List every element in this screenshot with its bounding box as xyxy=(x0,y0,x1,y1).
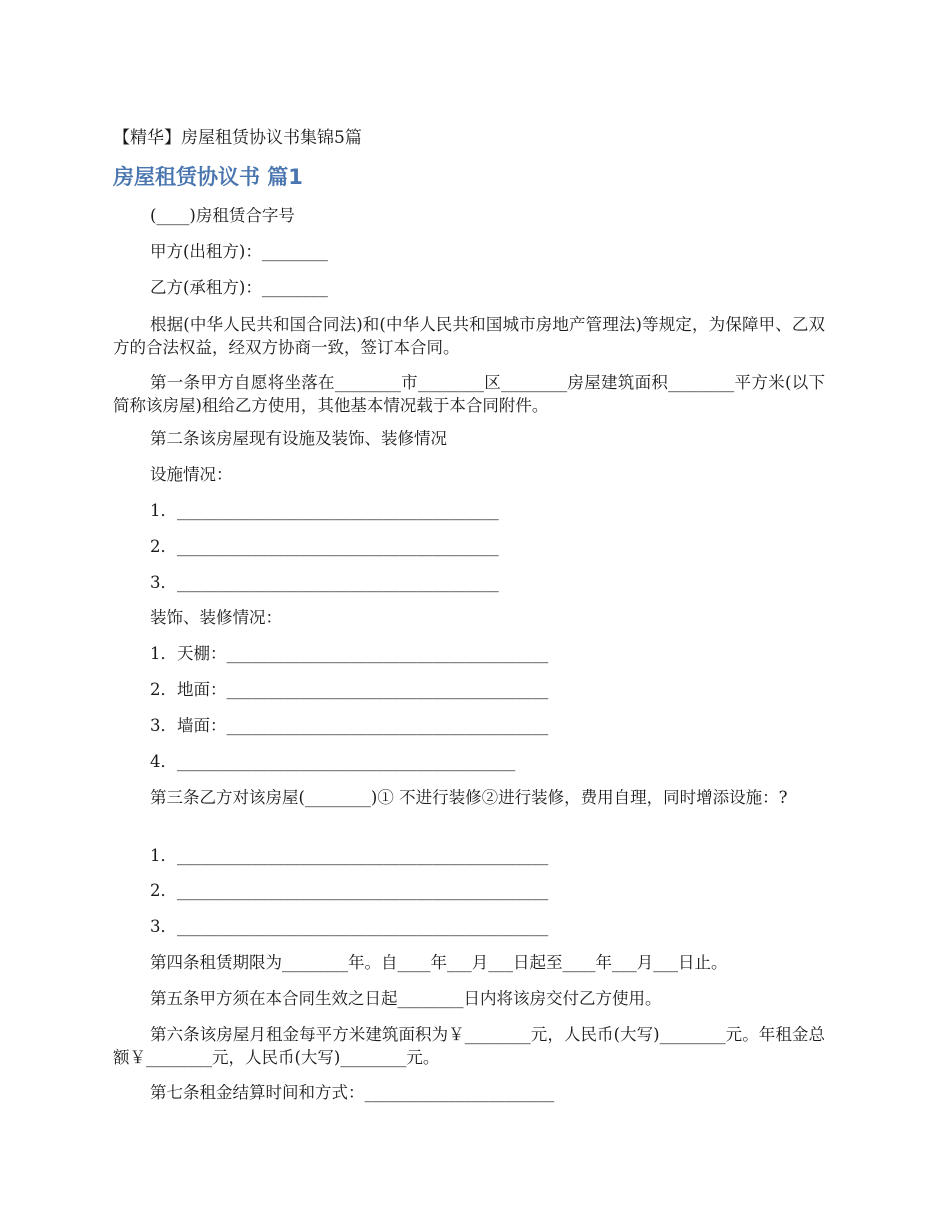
facility-item-1: 1．_______________________________________ xyxy=(150,501,499,520)
decoration-label: 装饰、装修情况： xyxy=(150,608,282,627)
article-3-paragraph: 第三条乙方对该房屋(________)① 不进行装修②进行装修，费用自理，同时增添设施：? xyxy=(150,788,788,807)
party-b-line: 乙方(承租方)：________ xyxy=(150,278,328,297)
article-6-paragraph: 第六条该房屋月租金每平方米建筑面积为￥________元，人民币(大写)________元。年租金总额￥________元，人民币(大写)________元。 xyxy=(113,1025,825,1067)
document-title: 【精华】房屋租赁协议书集锦5篇 xyxy=(113,128,362,148)
contract-number-line: (____)房租赁合字号 xyxy=(150,206,295,225)
article-4-line: 第四条租赁期限为________年。自____年___月___日起至____年___月___日止。 xyxy=(150,953,728,972)
article-2-line: 第二条该房屋现有设施及装饰、装修情况 xyxy=(150,429,447,448)
article-1-paragraph: 第一条甲方自愿将坐落在________市________区________房屋建筑面积________平方米(以下简称该房屋)租给乙方使用，其他基本情况载于本合同附件。 xyxy=(113,373,825,415)
addition-item-3: 3．_____________________________________________ xyxy=(150,917,549,936)
facility-item-2: 2．_______________________________________ xyxy=(150,537,499,556)
decoration-item-floor: 2．地面：_______________________________________ xyxy=(150,680,549,699)
article-5-line: 第五条甲方须在本合同生效之日起________日内将该房交付乙方使用。 xyxy=(150,989,662,1008)
article-7-line: 第七条租金结算时间和方式：_______________________ xyxy=(150,1083,555,1102)
decoration-item-4: 4．_________________________________________ xyxy=(150,752,516,771)
decoration-item-ceiling: 1．天棚：_______________________________________ xyxy=(150,644,549,663)
addition-item-2: 2．_____________________________________________ xyxy=(150,881,549,900)
facilities-label: 设施情况： xyxy=(150,465,233,484)
preamble-paragraph: 根据(中华人民共和国合同法)和(中华人民共和国城市房地产管理法)等规定，为保障甲、乙双方的合法权益，经双方协商一致，签订本合同。 xyxy=(113,315,825,357)
decoration-item-wall: 3．墙面：_______________________________________ xyxy=(150,716,549,735)
party-a-line: 甲方(出租方)：________ xyxy=(150,242,328,261)
section-heading: 房屋租赁协议书 篇1 xyxy=(113,165,303,189)
facility-item-3: 3．_______________________________________ xyxy=(150,573,499,592)
addition-item-1: 1．_____________________________________________ xyxy=(150,846,549,865)
